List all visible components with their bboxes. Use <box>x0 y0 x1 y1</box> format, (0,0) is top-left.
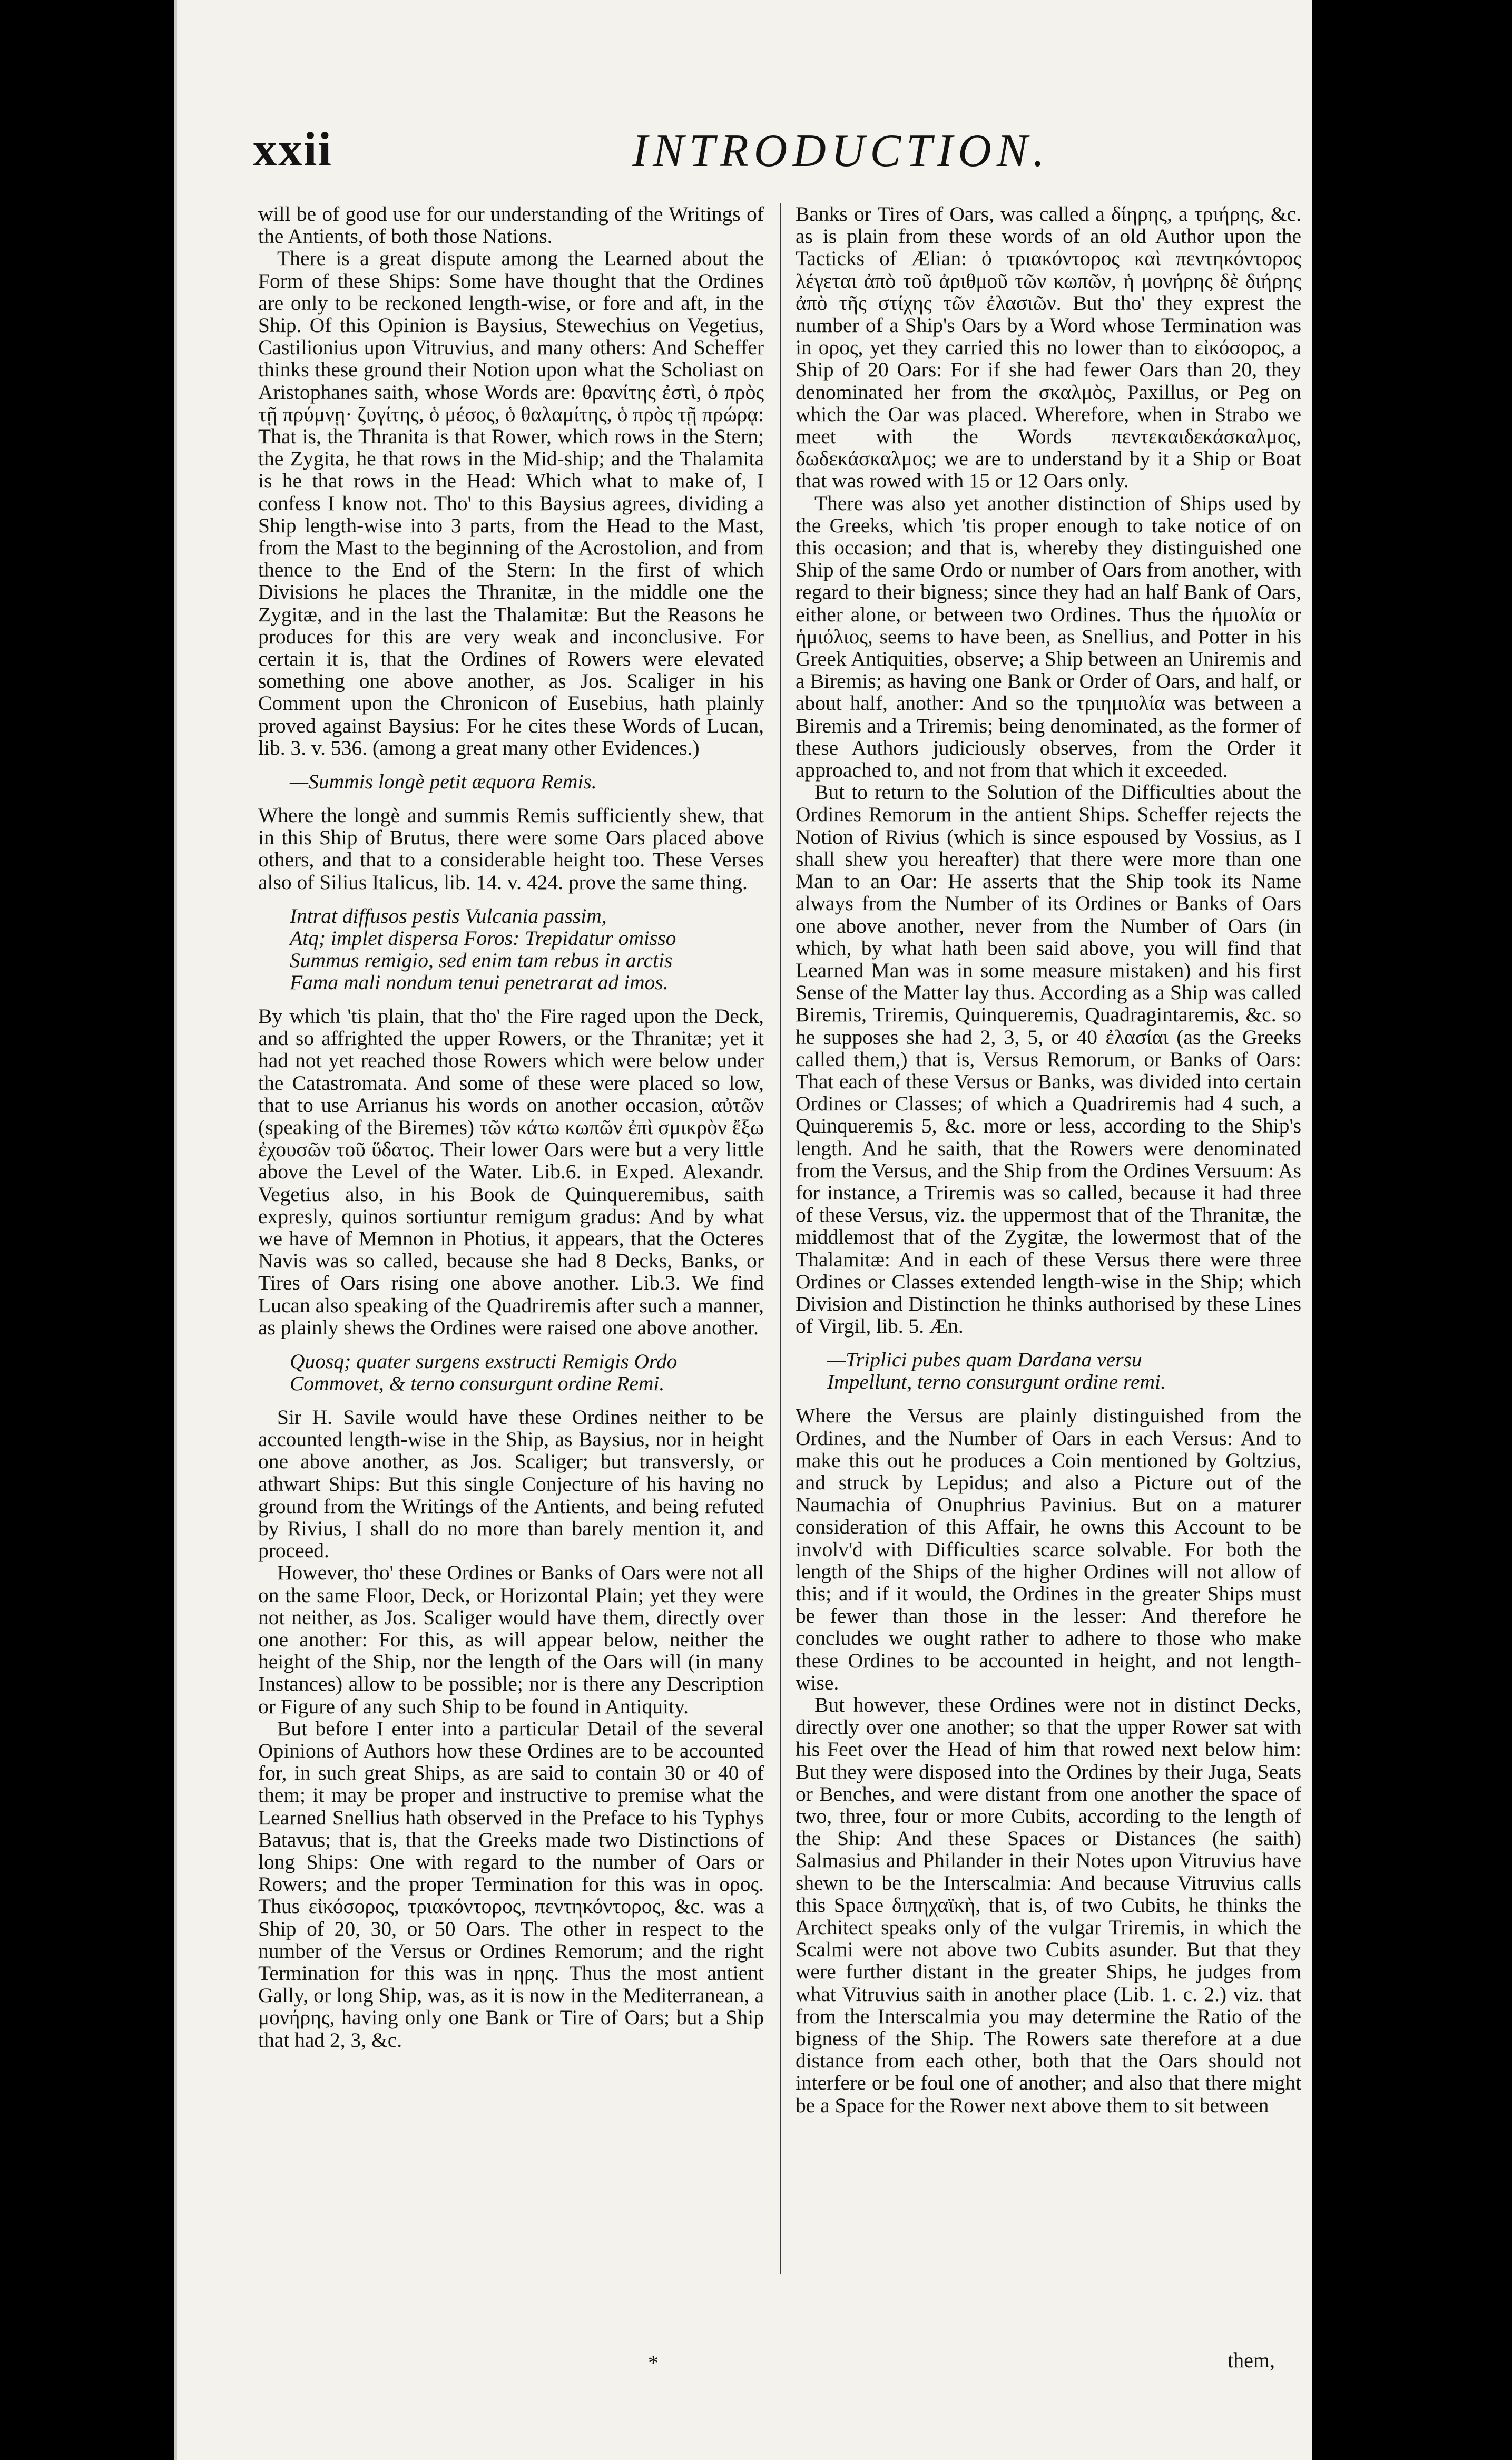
paragraph: will be of good use for our understanding of the Writings of the Antients, of both those Nations. <box>258 202 764 248</box>
paragraph: There is a great dispute among the Learned about the Form of these Ships: Some have thought that the Ordines are only to be reckoned length-wise, or fore and aft, in the Ship. Of this Opinion is Baysius, Stewechius on Vegetius, Castilionius upon Vitruvius, and many others: And Scheffer thinks these ground their Notion upon what the Scholiast on Aristophanes saith, whose Words are: θρανίτης ἐστὶ, ὁ πρὸς τῇ πρύμνῃ· ζυγίτης, ὁ μέσος, ὁ θαλαμίτης, ὁ πρὸς τῇ πρώρᾳ: That is, the Thranita is that Rower, which rows in the Stern; the Zygita, he that rows in the Mid-ship; and the Thalamita is he that rows in the Head: Which what to make of, I confess I know not. Tho' to this Baysius agrees, dividing a Ship length-wise into 3 parts, from the Head to the Mast, from the Mast to the beginning of the Acrostolion, and from thence to the End of the Stern: In the first of which Divisions he places the Thranitæ, in the middle one the Zygitæ, and in the last the Thalamitæ: But the Reasons he produces for this are very weak and inconclusive. For certain it is, that the Ordines of Rowers were elevated something one above another, as Jos. Scaliger in his Comment upon the Chronicon of Eusebius, hath plainly proved against Baysius: For he cites these Words of Lucan, lib. 3. v. 536. (among a great many other Evidences.) <box>258 247 764 759</box>
paragraph: There was also yet another distinction of Ships used by the Greeks, which 'tis proper enough to take notice of on this occasion; and that is, whereby they distinguished one Ship of the same Ordo or number of Oars from another, with regard to their bigness; since they had an half Bank of Oars, either alone, or between two Ordines. Thus the ἡμιολία or ἡμιόλιος, seems to have been, as Snellius, and Potter in his Greek Antiquities, observe; a Ship between an Uniremis and a Biremis; as having one Bank or Order of Oars, and half, or about half, another: And so the τριημιολία was between a Biremis and a Triremis; being denominated, as the former of these Authors judiciously observes, from the Order it approached to, and not from that which it exceeded. <box>796 491 1301 782</box>
verse-line: Commovet, & terno consurgunt ordine Remi. <box>290 1371 665 1395</box>
verse-quotation <box>290 1350 764 1394</box>
verse-line: Intrat diffusos pestis Vulcania passim, <box>290 904 607 928</box>
verse-quotation <box>290 770 764 793</box>
signature-mark: * <box>648 2351 659 2375</box>
verse-quotation <box>290 905 764 993</box>
verse-quotation <box>827 1349 1301 1393</box>
running-title: INTRODUCTION. <box>632 125 1050 177</box>
paragraph: Banks or Tires of Oars, was called a δίηρης, a τριήρης, &c. as is plain from these words of an old Author upon the Tacticks of Ælian: ὁ τριακόντορος καὶ πεντηκόντορος λέγεται ἀπὸ τοῦ ἀριθμοῦ τῶν κωπῶν, ἡ μονήρης δὲ διήρης ἀπὸ τῆς στίχης τῶν ἐλασιῶν. But tho' they exprest the number of a Ship's Oars by a Word whose Termination was in ορος, yet they carried this no lower than to εἰκόσορος, a Ship of 20 Oars: For if she had fewer Oars than 20, they denominated her from the σκαλμὸς, Paxillus, or Peg on which the Oar was placed. Wherefore, when in Strabo we meet with the Words πεντεκαιδεκάσκαλμος, δωδεκάσκαλμος; we are to understand by it a Ship or Boat that was rowed with 15 or 12 Oars only. <box>796 202 1301 493</box>
page-number: xxii <box>253 122 333 176</box>
left-column <box>258 203 764 2051</box>
verse-line: Fama mali nondum tenui penetrarat ad imos. <box>290 970 669 994</box>
paragraph: By which 'tis plain, that tho' the Fire raged upon the Deck, and so affrighted the upper Rowers, or the Thranitæ; yet it had not yet reached those Rowers which were below under the Catastromata. And some of these were placed so low, that to use Arrianus his words on another occasion, αὐτῶν (speaking of the Biremes) τῶν κάτω κωπῶν ἐπὶ σμικρὸν ἔξω ἐχουσῶν τοῦ ὕδατος. Their lower Oars were but a very little above the Level of the Water. Lib.6. in Exped. Alexandr. Vegetius also, in his Book de Quinqueremibus, saith expresly, quinos sortiuntur remigum gradus: And by what we have of Memnon in Photius, it appears, that the Octeres Navis was so called, because she had 8 Decks, Banks, or Tires of Oars rising one above another. Lib.3. We find Lucan also speaking of the Quadriremis after such a manner, as plainly shews the Ordines were raised one above another. <box>258 1004 764 1339</box>
paragraph: Sir H. Savile would have these Ordines neither to be accounted length-wise in the Ship, as Baysius, nor in height one above another, as Jos. Scaliger; but transversly, or athwart Ships: But this single Conjecture of his having no ground from the Writings of the Antients, and being refuted by Rivius, I shall do no more than barely mention it, and proceed. <box>258 1405 764 1563</box>
verse-line: Quosq; quater surgens exstructi Remigis Ordo <box>290 1349 678 1373</box>
paragraph: But however, these Ordines were not in distinct Decks, directly over one another; so that the upper Rower sat with his Feet over the Head of him that rowed next below him: But they were disposed into the Ordines by their Juga, Seats or Benches, and were distant from one another the space of two, three, four or more Cubits, according to the length of the Ship: And these Spaces or Distances (he saith) Salmasius and Philander in their Notes upon Vitruvius have shewn to be the Interscalmia: And because Vitruvius calls this Space διπηχαϊκὴ, that is, of two Cubits, he thinks the Architect speaks only of the vulgar Triremis, in which the Scalmi were not above two Cubits asunder. But that they were further distant in the greater Ships, he judges from what Vitruvius saith in another place (Lib. 1. c. 2.) viz. that from the Interscalmia you may determine the Ratio of the bigness of the Ship. The Rowers sate therefore at a due distance from each other, both that the Oars should not interfere or be foul one of another; and also that there might be a Space for the Rower next above them to sit between <box>796 1693 1301 2117</box>
right-column <box>796 203 1301 2116</box>
catchword: them, <box>1228 2348 1275 2372</box>
verse-line: Summus remigio, sed enim tam rebus in arctis <box>290 948 673 972</box>
paragraph: Where the Versus are plainly distinguished from the Ordines, and the Number of Oars in each Versus: And to make this out he produces a Coin mentioned by Goltzius, and struck by Lepidus; and also a Picture out of the Naumachia of Onuphrius Pavinius. But on a maturer consideration of this Affair, he owns this Account to be involv'd with Difficulties scarce solvable. For both the length of the Ships of the higher Ordines will not allow of this; and if it would, the Ordines in the greater Ships must be fewer than those in the lesser: And therefore he concludes we ought rather to adhere to those who make these Ordines to be accounted in height, and not length-wise. <box>796 1404 1301 1694</box>
paragraph: Where the longè and summis Remis sufficiently shew, that in this Ship of Brutus, there were some Oars placed above others, and that to a considerable height too. These Verses also of Silius Italicus, lib. 14. v. 424. prove the same thing. <box>258 804 764 894</box>
verse-line: —Summis longè petit æquora Remis. <box>290 770 597 794</box>
book-page <box>174 0 1312 2460</box>
paragraph: But before I enter into a particular Detail of the several Opinions of Authors how these Ordines are to be accounted for, in such great Ships, as are said to contain 30 or 40 of them; it may be proper and instructive to premise what the Learned Snellius hath observed in the Preface to his Typhys Batavus; that is, that the Greeks made two Distinctions of long Ships: One with regard to the number of Oars or Rowers; and the proper Termination for this was in ορος. Thus εἰκόσορος, τριακόντορος, πεντηκόντορος, &c. was a Ship of 20, 30, or 50 Oars. The other in respect to the number of the Versus or Ordines Remorum; and the right Termination for this was in ηρης. Thus the most antient Gally, or long Ship, was, as it is now in the Mediterranean, a μονήρης, having only one Bank or Tire of Oars; but a Ship that had 2, 3, &c. <box>258 1716 764 2052</box>
page-header <box>253 121 1233 184</box>
column-divider <box>780 203 781 2274</box>
verse-line: Atq; implet dispersa Foros: Trepidatur omisso <box>290 926 676 950</box>
verse-line: Impellunt, terno consurgunt ordine remi. <box>827 1370 1166 1394</box>
paragraph: But to return to the Solution of the Difficulties about the Ordines Remorum in the antient Ships. Scheffer rejects the Notion of Rivius (which is since espoused by Vossius, as I shall shew you hereafter) that there were more than one Man to an Oar: He asserts that the Ship took its Name always from the Number of its Ordines or Banks of Oars one above another, never from the Number of Oars (in which, by what hath been said above, you will find that Learned Man was in some measure mistaken) and his first Sense of the Matter lay thus. According as a Ship was called Biremis, Triremis, Quinqueremis, Quadragintaremis, &c. so he supposes she had 2, 3, 5, or 40 ἐλασίαι (as the Greeks called them,) that is, Versus Remorum, or Banks of Oars: That each of these Versus or Banks, was divided into certain Ordines or Classes; of which a Quadriremis had 4 such, a Quinqueremis 5, &c. more or less, according to the Ship's length. And he saith, that the Rowers were denominated from the Versus, and the Ship from the Ordines Versuum: As for instance, a Triremis was so called, because it had three of these Versus, viz. the uppermost that of the Thranitæ, the middlemost that of the Zygitæ, the lowermost that of the Thalamitæ: And in each of these Versus there were three Ordines or Classes extended length-wise in the Ship; which Division and Distinction he thinks authorised by these Lines of Virgil, lib. 5. Æn. <box>796 780 1301 1338</box>
paragraph: However, tho' these Ordines or Banks of Oars were not all on the same Floor, Deck, or Horizontal Plain; yet they were not neither, as Jos. Scaliger would have them, directly over one another: For this, as will appear below, neither the height of the Ship, nor the length of the Oars will (in many Instances) allow to be possible; nor is there any Description or Figure of any such Ship to be found in Antiquity. <box>258 1561 764 1718</box>
verse-line: —Triplici pubes quam Dardana versu <box>827 1348 1142 1372</box>
